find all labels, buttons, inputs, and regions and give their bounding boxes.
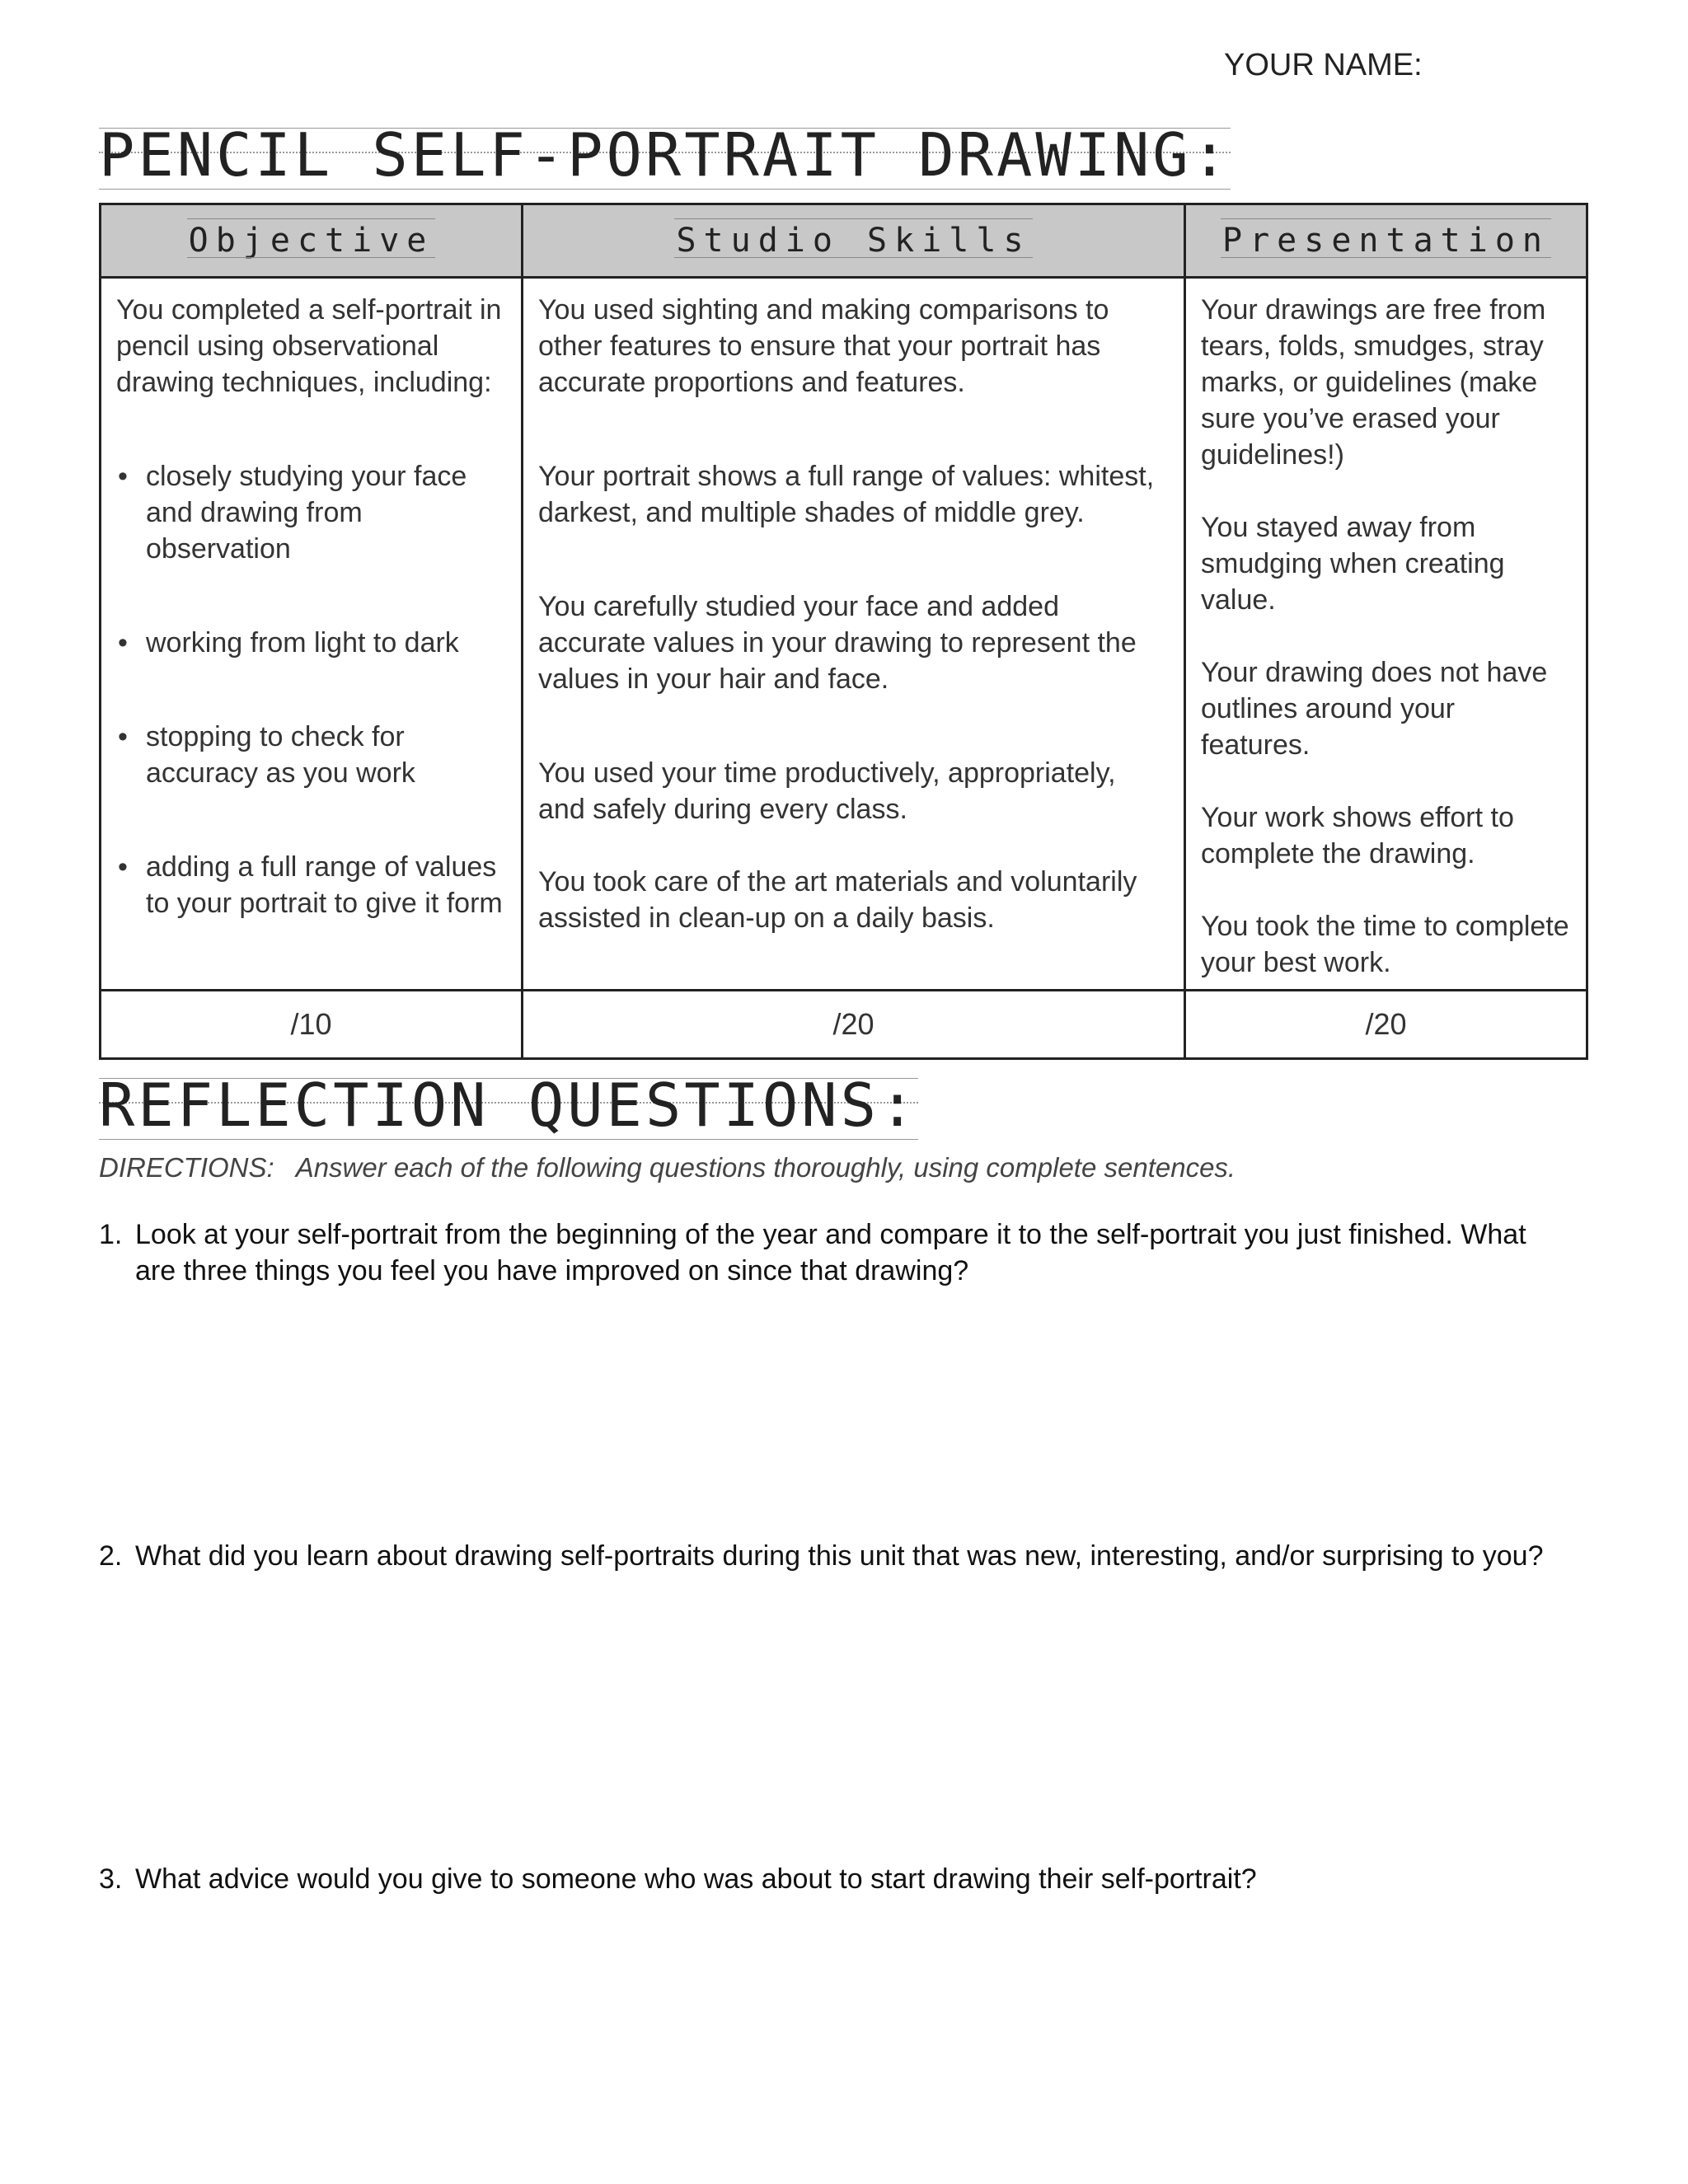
question-text: What advice would you give to someone who was about to start drawing their self-portrait?	[135, 1863, 1257, 1895]
rubric-heading-studio-skills-text: Studio Skills	[676, 222, 1031, 260]
objective-bullet-list	[116, 458, 506, 921]
question-number: 3.	[99, 1863, 123, 1895]
page-title-text: PENCIL SELF-PORTRAIT DRAWING:	[99, 120, 1231, 190]
rubric-heading-studio-skills	[523, 204, 1185, 278]
question-3	[99, 1861, 1566, 1897]
presentation-score: /20	[1185, 991, 1587, 1059]
question-number: 2.	[99, 1540, 123, 1572]
reflection-title-text: REFLECTION QUESTIONS:	[99, 1071, 919, 1140]
rubric-table	[99, 203, 1588, 1060]
rubric-heading-presentation	[1185, 204, 1587, 278]
presentation-criterion: Your work shows effort to complete the drawing.	[1201, 802, 1514, 869]
rubric-score-row	[101, 991, 1587, 1059]
objective-bullet: • stopping to check for accuracy as you work	[116, 719, 506, 791]
objective-bullet: • adding a full range of values to your portrait to give it form	[116, 849, 506, 921]
rubric-criteria-row	[101, 278, 1587, 991]
rubric-heading-objective	[101, 204, 523, 278]
presentation-criterion: You took the time to complete your best work.	[1201, 911, 1569, 978]
presentation-criterion: Your drawings are free from tears, folds, smudges, stray marks, or guidelines (make sure you’ve erased your guidelines!)	[1201, 294, 1546, 471]
objective-cell	[101, 278, 523, 991]
objective-intro: You completed a self-portrait in pencil using observational drawing techniques, including:	[116, 294, 502, 398]
studio-skills-cell	[523, 278, 1185, 991]
directions	[99, 1152, 1236, 1183]
presentation-criterion: You stayed away from smudging when creating value.	[1201, 512, 1505, 616]
studio-skills-criterion: Your portrait shows a full range of values: whitest, darkest, and multiple shades of middle grey.	[538, 461, 1155, 528]
rubric-header-row	[101, 204, 1587, 278]
studio-skills-criterion: You carefully studied your face and added accurate values in your drawing to represent the values in your hair and face.	[538, 591, 1137, 695]
presentation-criterion: Your drawing does not have outlines around your features.	[1201, 657, 1548, 761]
your-name-label: YOUR NAME:	[1224, 48, 1423, 82]
question-1	[99, 1216, 1566, 1289]
directions-text: Answer each of the following questions thoroughly, using complete sentences.	[295, 1152, 1236, 1183]
objective-bullet: • closely studying your face and drawing from observation	[116, 458, 506, 567]
rubric-heading-objective-text: Objective	[188, 222, 434, 260]
objective-score: /10	[101, 991, 523, 1059]
rubric-heading-presentation-text: Presentation	[1222, 222, 1550, 260]
question-2	[99, 1538, 1566, 1574]
studio-skills-score: /20	[523, 991, 1185, 1059]
objective-bullet: • working from light to dark	[116, 625, 506, 661]
studio-skills-criterion: You took care of the art materials and voluntarily assisted in clean-up on a daily basis.	[538, 866, 1137, 934]
presentation-cell	[1185, 278, 1587, 991]
question-number: 1.	[99, 1219, 123, 1250]
studio-skills-criterion: You used your time productively, appropriately, and safely during every class.	[538, 757, 1116, 825]
reflection-title	[99, 1071, 919, 1140]
studio-skills-criterion: You used sighting and making comparisons to other features to ensure that your portrait has accurate proportions and features.	[538, 294, 1109, 398]
question-text: What did you learn about drawing self-portraits during this unit that was new, interesting, and/or surprising to you?	[135, 1540, 1544, 1572]
directions-label: DIRECTIONS:	[99, 1152, 274, 1183]
page-title	[99, 120, 1231, 190]
question-text: Look at your self-portrait from the beginning of the year and compare it to the self-portrait you just finished. What are three things you feel you have improved on since that drawing?	[135, 1219, 1526, 1286]
